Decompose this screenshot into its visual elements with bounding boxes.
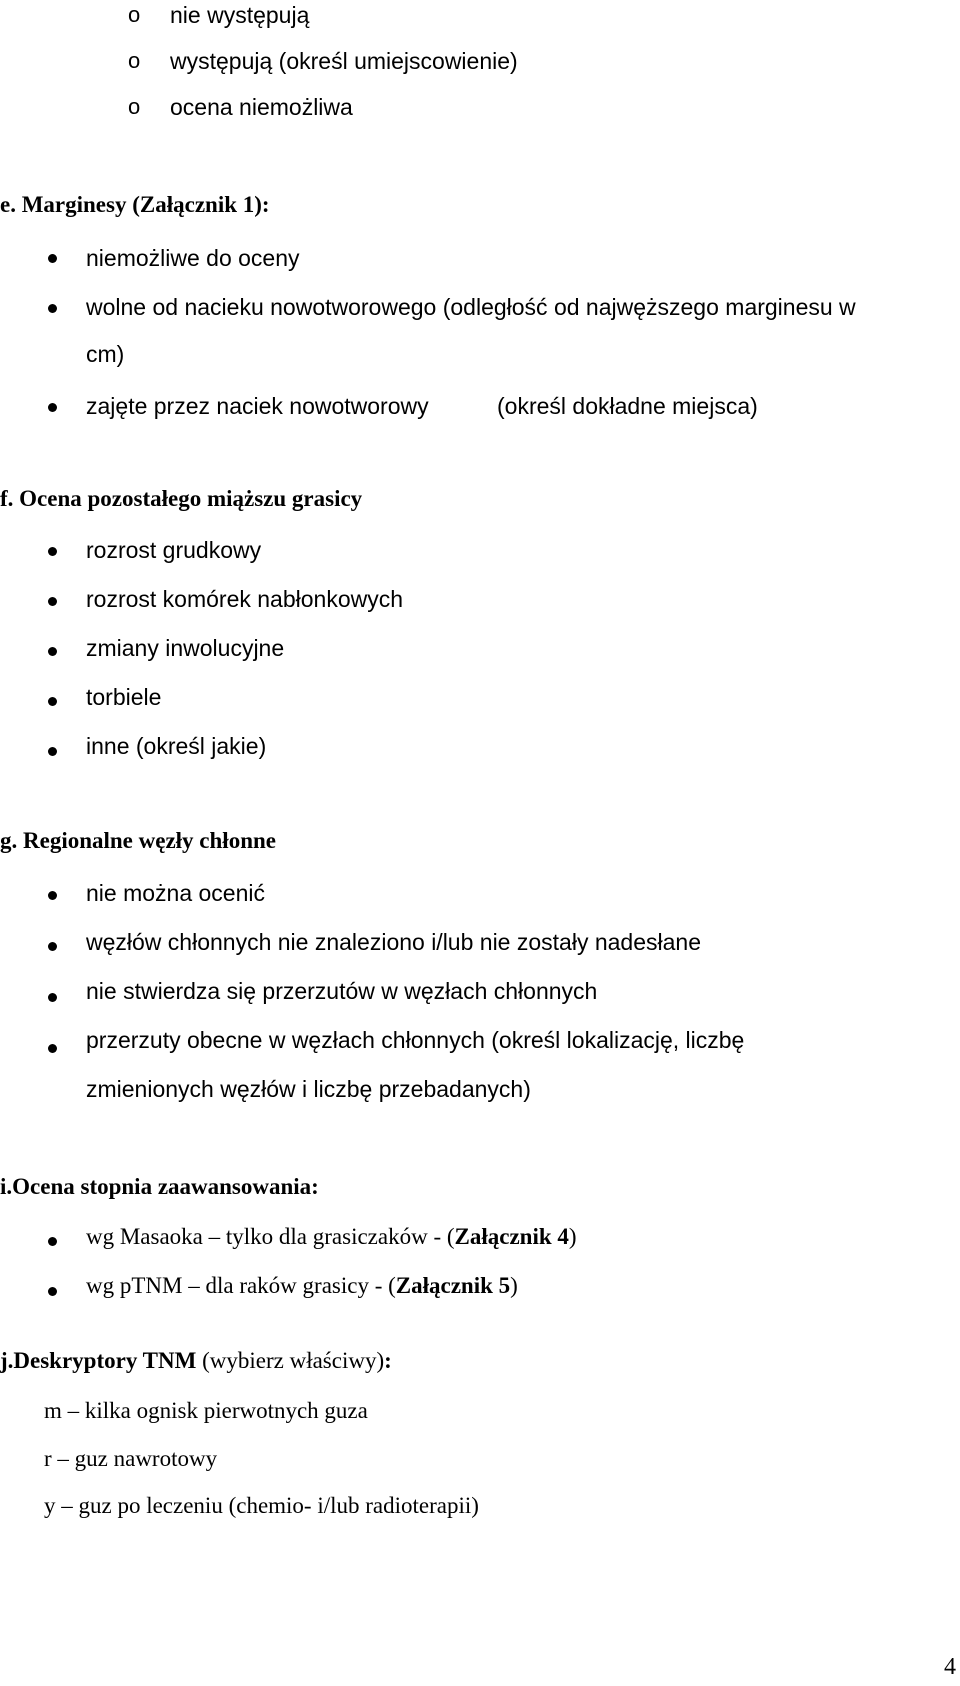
list-item-note: (określ dokładne miejsca)	[497, 393, 758, 419]
bullet-dot	[48, 891, 57, 900]
list-item: zajęte przez naciek nowotworowy	[86, 393, 429, 419]
list-item: inne (określ jakie)	[86, 733, 267, 759]
list-item: m – kilka ognisk pierwotnych guza	[44, 1398, 368, 1423]
list-item: wolne od nacieku nowotworowego (odległość od najwęższego marginesu w	[86, 294, 856, 320]
list-item: wg Masaoka – tylko dla grasiczaków - (Załącznik 4)	[86, 1224, 577, 1249]
bullet-dot	[48, 254, 57, 263]
bullet-dot	[48, 1044, 57, 1053]
list-item: niemożliwe do oceny	[86, 245, 300, 271]
bullet-dot	[48, 403, 57, 412]
list-bullet-o: o	[128, 2, 141, 27]
list-item: nie można ocenić	[86, 880, 265, 906]
section-heading: g. Regionalne węzły chłonne	[0, 828, 276, 853]
list-item-continuation: zmienionych węzłów i liczbę przebadanych)	[86, 1076, 531, 1102]
section-heading: j.Deskryptory TNM (wybierz właściwy):	[0, 1348, 392, 1373]
bullet-dot	[48, 547, 57, 556]
list-item: węzłów chłonnych nie znaleziono i/lub nie zostały nadesłane	[86, 929, 701, 955]
list-bullet-o: o	[128, 48, 141, 73]
list-item: torbiele	[86, 684, 162, 710]
list-item: rozrost komórek nabłonkowych	[86, 586, 404, 612]
list-item: wg pTNM – dla raków grasicy - (Załącznik 5)	[86, 1273, 518, 1298]
list-item: przerzuty obecne w węzłach chłonnych (określ lokalizację, liczbę	[86, 1027, 745, 1053]
bullet-dot	[48, 942, 57, 951]
list-item: rozrost grudkowy	[86, 537, 262, 563]
bullet-dot	[48, 647, 57, 656]
list-item: ocena niemożliwa	[170, 94, 353, 120]
bullet-dot	[48, 697, 57, 706]
list-item: nie stwierdza się przerzutów w węzłach chłonnych	[86, 978, 598, 1004]
list-item: nie występują	[170, 2, 310, 28]
bullet-dot	[48, 993, 57, 1002]
section-heading: f. Ocena pozostałego miąższu grasicy	[0, 486, 363, 511]
section-heading: e. Marginesy (Załącznik 1):	[0, 192, 270, 217]
bullet-dot	[48, 597, 57, 606]
bullet-dot	[48, 304, 57, 313]
list-item: y – guz po leczeniu (chemio- i/lub radioterapii)	[44, 1493, 479, 1518]
list-item: występują (określ umiejscowienie)	[170, 48, 518, 74]
list-item: zmiany inwolucyjne	[86, 635, 285, 661]
list-item: r – guz nawrotowy	[44, 1446, 218, 1471]
list-bullet-o: o	[128, 94, 141, 119]
bullet-dot	[48, 1237, 57, 1246]
bullet-dot	[48, 747, 57, 756]
section-heading: i.Ocena stopnia zaawansowania:	[0, 1174, 319, 1199]
page-number: 4	[944, 1654, 956, 1680]
list-item-continuation: cm)	[86, 341, 125, 367]
bullet-dot	[48, 1287, 57, 1296]
